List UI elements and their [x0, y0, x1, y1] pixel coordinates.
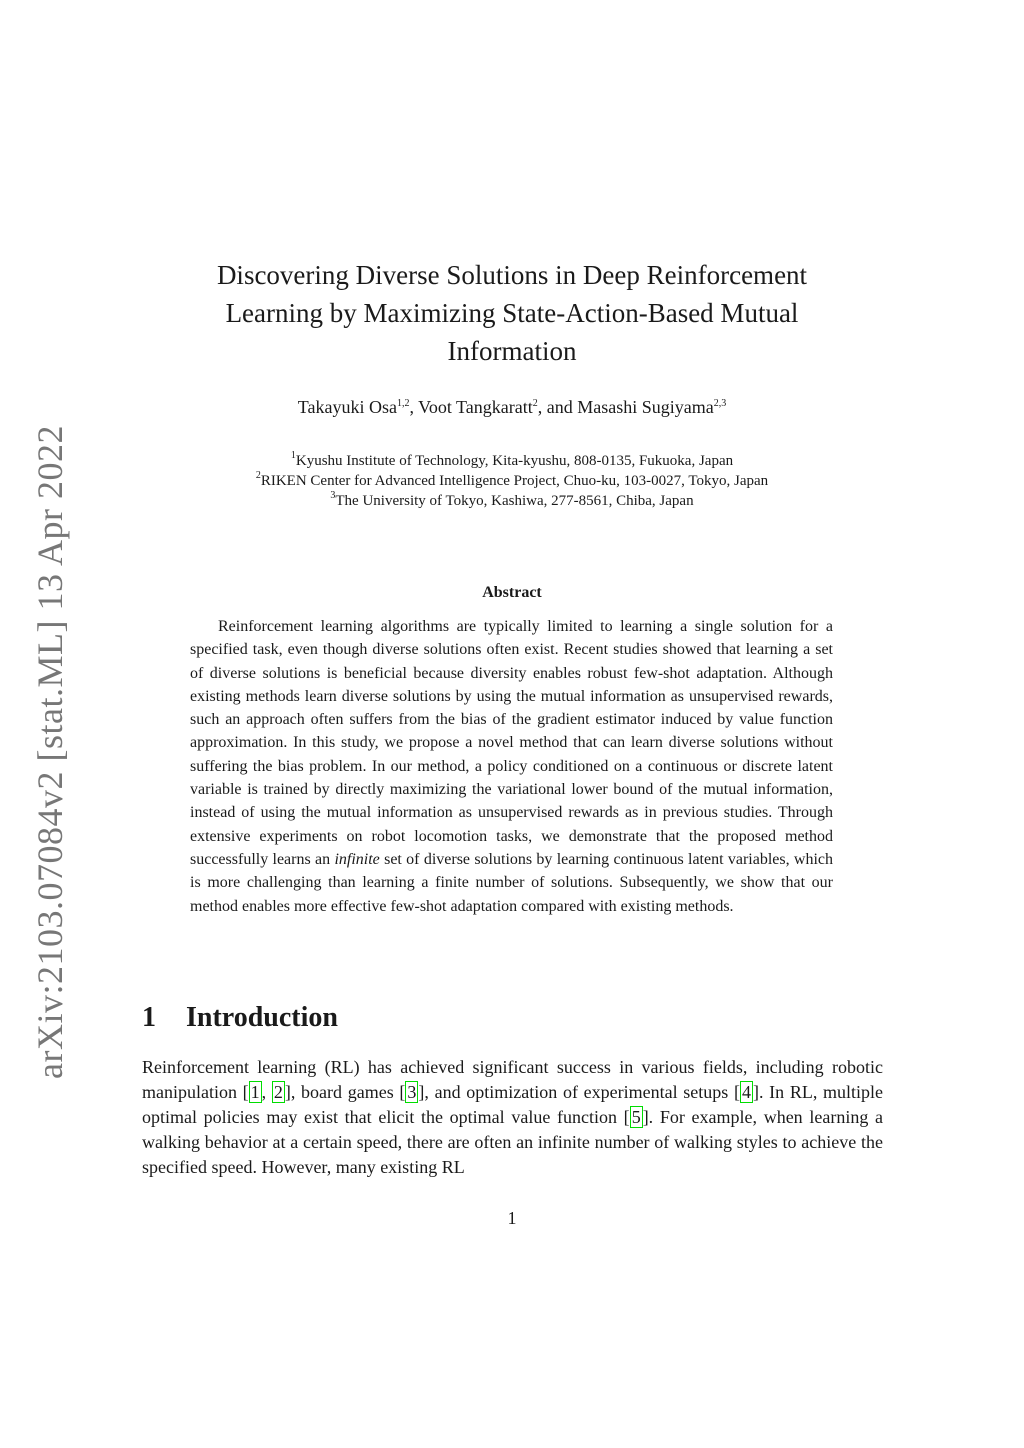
- introduction-paragraph: [142, 1055, 883, 1180]
- author-name: Voot Tangkaratt: [418, 397, 533, 417]
- affiliation-item: [142, 451, 882, 471]
- arxiv-identifier-stamp: arXiv:2103.07084v2 [stat.ML] 13 Apr 2022: [30, 425, 70, 1079]
- section-title: Introduction: [186, 1002, 338, 1033]
- affiliation-item: [142, 471, 882, 491]
- abstract-text-part: Reinforcement learning algorithms are typically limited to learning a single solution for a specified task, even though diverse solutions often exist. Recent studies showed that learning a set of diverse solutions is beneficial because diversity enables robust few-shot adaptation. Although existing methods learn diverse solutions by using the mutual information as unsupervised rewards, such an approach often suffers from the bias of the gradient estimator induced by value function approximation. In this study, we propose a novel method that can learn diverse solutions without suffering the bias problem. In our method, a policy conditioned on a continuous or discrete latent variable is trained by directly maximizing the variational lower bound of the mutual information, instead of using the mutual information as unsupervised rewards as in previous studies. Through extensive experiments on robot locomotion tasks, we demonstrate that the proposed method successfully learns an: [190, 618, 833, 868]
- abstract-text: [190, 615, 833, 918]
- citation-link[interactable]: 1: [250, 1082, 260, 1102]
- section-heading-introduction: [142, 1000, 338, 1036]
- affiliation-mark: 2: [255, 470, 261, 481]
- author-name: Masashi Sugiyama: [577, 397, 714, 417]
- citation-link[interactable]: 3: [407, 1082, 417, 1102]
- affiliation-mark: 3: [330, 490, 336, 501]
- affiliation-list: [142, 451, 882, 511]
- author-separator: , and: [537, 397, 578, 417]
- author-affiliation-mark: 2: [532, 398, 538, 409]
- paragraph-text: ]. For example, when learning a walking behavior at a certain speed, there are often an infinite number of walking styles to achieve the specified speed. However, many existing RL: [142, 1107, 884, 1177]
- abstract-heading: Abstract: [482, 584, 542, 601]
- paragraph-text: Reinforcement learning (RL) has achieved significant success in various fields, including robotic manipulation [: [142, 1057, 883, 1102]
- author-list: [142, 395, 882, 419]
- paper-title: [142, 256, 882, 370]
- abstract-emphasis: infinite: [334, 850, 380, 868]
- paragraph-text: ], and optimization of experimental setups [: [418, 1082, 740, 1102]
- affiliation-text: RIKEN Center for Advanced Intelligence Project, Chuo-ku, 103-0027, Tokyo, Japan: [260, 473, 769, 489]
- paragraph-text: ]. In RL, multiple optimal policies may exist that elicit the optimal value function [: [142, 1082, 884, 1127]
- affiliation-mark: 1: [290, 450, 296, 461]
- abstract-text-part: set of diverse solutions by learning continuous latent variables, which is more challenging than learning a finite number of solutions. Subsequently, we show that our method enables more effective few-shot adaptation compared with existing methods.: [190, 850, 834, 915]
- paragraph-text: ,: [261, 1082, 272, 1102]
- author-affiliation-mark: 1,2: [396, 398, 410, 409]
- affiliation-text: Kyushu Institute of Technology, Kita-kyushu, 808-0135, Fukuoka, Japan: [295, 453, 734, 469]
- author-separator: ,: [409, 397, 419, 417]
- author-affiliation-mark: 2,3: [713, 398, 727, 409]
- citation-link[interactable]: 2: [273, 1082, 283, 1102]
- section-number: 1: [142, 1002, 156, 1033]
- paragraph-text: ], board games [: [284, 1082, 406, 1102]
- title-line: Discovering Diverse Solutions in Deep Reinforcement: [216, 260, 808, 290]
- affiliation-item: [142, 491, 882, 511]
- affiliation-text: The University of Tokyo, Kashiwa, 277-8561, Chiba, Japan: [335, 493, 694, 509]
- citation-link[interactable]: 4: [741, 1082, 751, 1102]
- author-name: Takayuki Osa: [297, 397, 397, 417]
- title-line: Information: [447, 336, 577, 366]
- citation-link[interactable]: 5: [631, 1107, 641, 1127]
- title-line: Learning by Maximizing State-Action-Based Mutual: [225, 298, 799, 328]
- page-number: 1: [507, 1208, 517, 1228]
